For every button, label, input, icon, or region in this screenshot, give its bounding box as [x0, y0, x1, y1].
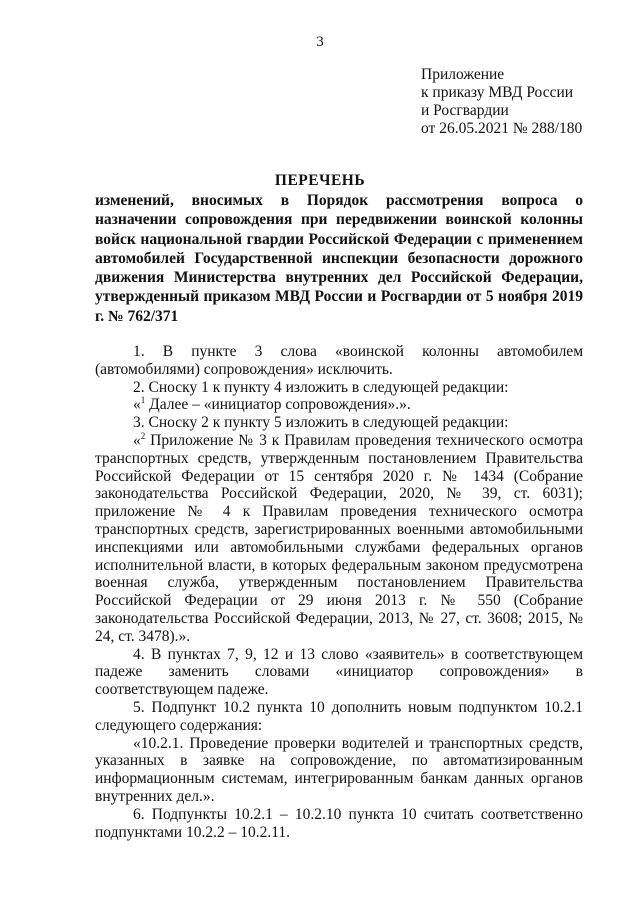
footnote-marker: 1: [140, 395, 146, 406]
paragraph-item-6: 6. Подпункты 10.2.1 – 10.2.10 пункта 10 считать соответственно подпунктами 10.2.2 – 10.2.11.: [95, 805, 583, 841]
footnote-marker: 2: [140, 430, 146, 441]
paragraph-item-4: 4. В пунктах 7, 9, 12 и 13 слово «заявитель» в соответствующем падеже заменить словами «инициатор сопровождения» в соответствующем падеже.: [95, 645, 583, 699]
appendix-line: к приказу МВД России: [421, 84, 574, 101]
paragraph-item-3: 3. Сноску 2 к пункту 5 изложить в следующей редакции:: [133, 414, 509, 432]
paragraph-item-1: 1. В пункте 3 слова «воинской колонны автомобилем (автомобилями) сопровождения» исключить.: [95, 343, 583, 378]
appendix-block: [421, 66, 582, 138]
document-title: ПЕРЕЧЕНЬ: [274, 172, 366, 189]
document-subtitle: изменений, вносимых в Порядок рассмотрения вопроса о назначении сопровождения при передвижении воинской колонны войск национальной гвардии Российской Федерации с применением автомобилей Государственной инспекции безопасности дорожного движения Министерства внутренних дел Российской Федерации, утвержденный приказом МВД России и Росгвардии от 5 ноября 2019 г. № 762/371: [95, 192, 583, 325]
quote-open: «: [133, 396, 141, 414]
appendix-line: и Росгвардии: [421, 102, 509, 119]
page-number: 3: [316, 34, 324, 50]
document-body: [95, 343, 583, 841]
quote-open: «: [133, 431, 141, 449]
footnote-text: Приложение № 3 к Правилам проведения технического осмотра транспортных средств, утвержденным постановлением Правительства Российской Федерации от 15 сентября 2020 г. № 1434 (Собрание законодательства Российской Федерации, 2020, № 39, ст. 6031); приложение № 4 к Правилам проведения технического осмотра транспортных средств, зарегистрированных военными автомобильными инспекциями или автомобильными службами федеральных органов исполнительной власти, в которых федеральным законом предусмотрена военная служба, утвержденным постановлением Правительства Российской Федерации от 29 июня 2013 г. № 550 (Собрание законодательства Российской Федерации, 2013, № 27, ст. 3608; 2015, № 24, ст. 3478).».: [95, 431, 583, 645]
paragraph-item-5: 5. Подпункт 10.2 пункта 10 дополнить новым подпунктом 10.2.1 следующего содержания:: [95, 698, 583, 734]
footnote-text: Далее – «инициатор сопровождения».».: [145, 396, 411, 414]
footnote-1-quote: [95, 396, 583, 414]
appendix-line: Приложение: [421, 66, 505, 83]
appendix-line: от 26.05.2021 № 288/180: [421, 120, 583, 137]
subpoint-quote: «10.2.1. Проведение проверки водителей и транспортных средств, указанных в заявке на сопровождение, по автоматизированным информационным системам, интегрированным банкам данных органов внутренних дел.».: [95, 734, 583, 805]
footnote-2-quote: [95, 432, 583, 646]
paragraph-item-2: 2. Сноску 1 к пункту 4 изложить в следующей редакции:: [133, 378, 509, 396]
